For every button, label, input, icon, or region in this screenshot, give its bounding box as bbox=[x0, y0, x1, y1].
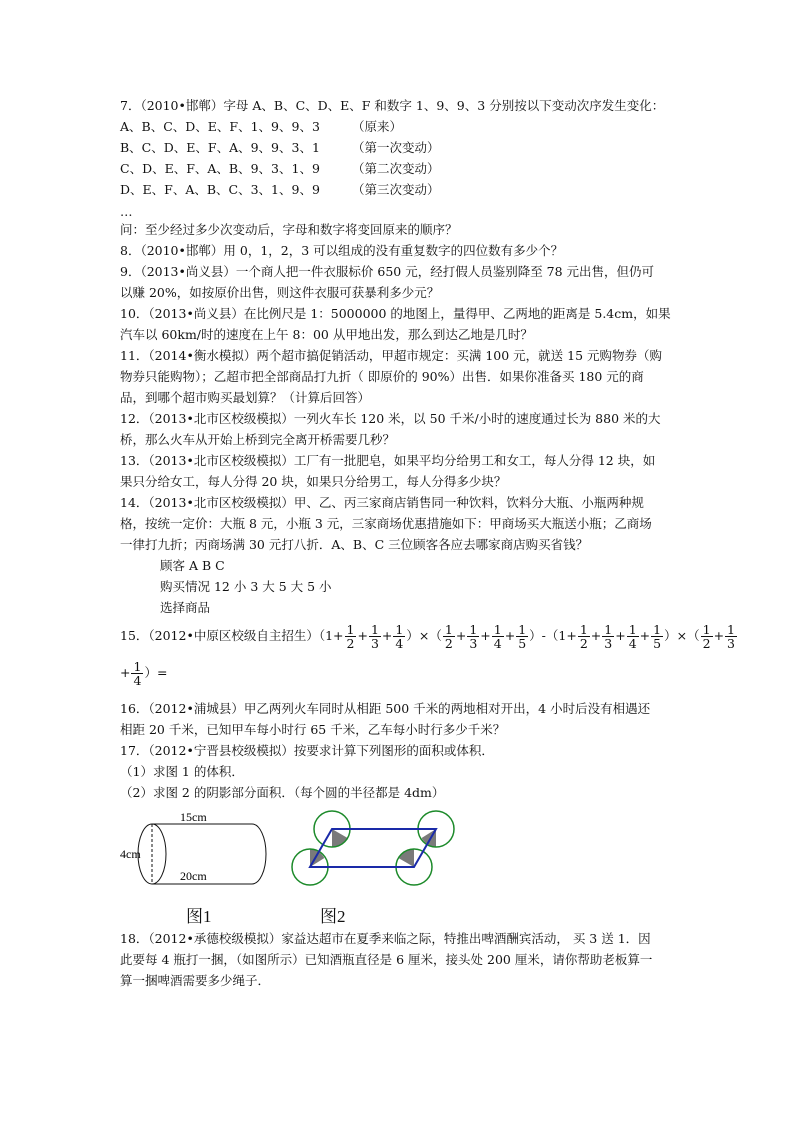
q11-line-1: 11．（2014•衡水模拟）两个超市搞促销活动，甲超市规定：买满 100 元，就送 15 元购物券（购 bbox=[120, 348, 662, 363]
q16-line-2: 相距 20 千米，已知甲车每小时行 65 千米，乙车每小时行多少千米？ bbox=[120, 722, 506, 737]
fraction: $\frac{1}{2}$ bbox=[702, 622, 711, 651]
shaded-sector bbox=[398, 849, 414, 867]
q7-row-note: （第一次变动） bbox=[352, 140, 440, 155]
q14-line-1: 14．（2013•北市区校级模拟）甲、乙、丙三家商店销售同一种饮料，饮料分大瓶、小瓶两种规 bbox=[120, 495, 644, 510]
q9-line-2: 以赚 20%，如按原价出售，则这件衣服可获暴利多少元？ bbox=[120, 285, 440, 300]
q7-row-1 bbox=[120, 140, 440, 156]
q18-line-3: 算一捆啤酒需要多少绳子． bbox=[120, 973, 271, 988]
figure-1-cylinder bbox=[118, 808, 278, 898]
fig1-top-label: 15cm bbox=[180, 810, 207, 824]
q17-line-1: 17．（2012•宁晋县校级模拟）按要求计算下列图形的面积或体积． bbox=[120, 743, 494, 758]
fig1-left-label: 4cm bbox=[120, 847, 141, 861]
q16-line-1: 16．（2012•浦城县）甲乙两列火车同时从相距 500 千米的两地相对开出，4 小时后没有相遇还 bbox=[120, 701, 651, 716]
fraction: $\frac{1}{3}$ bbox=[604, 622, 613, 651]
q15-prefix: 15．（2012•中原区校级自主招生）（1+ bbox=[120, 628, 344, 643]
q7-row-note: （原来） bbox=[352, 119, 403, 134]
shaded-sector bbox=[332, 829, 348, 847]
fraction: $\frac{1}{4}$ bbox=[133, 659, 142, 688]
fraction: $\frac{1}{3}$ bbox=[370, 622, 379, 651]
fraction: $\frac{1}{2}$ bbox=[579, 622, 588, 651]
figure-2-parallelogram bbox=[280, 805, 470, 900]
parallelogram-shape bbox=[310, 829, 436, 867]
fig1-bottom-label: 20cm bbox=[180, 869, 207, 883]
q7-row-seq: D、E、F、A、B、C、3、1、9、9 bbox=[120, 182, 320, 197]
fraction: $\frac{1}{5}$ bbox=[518, 622, 527, 651]
fraction: $\frac{1}{2}$ bbox=[444, 622, 453, 651]
fraction: $\frac{1}{5}$ bbox=[653, 622, 662, 651]
q7-row-seq: B、C、D、E、F、A、9、9、3、1 bbox=[120, 140, 320, 155]
q14-table-row: 购买情况 12 小 3 大 5 大 5 小 bbox=[160, 579, 332, 594]
q11-line-2: 物券只能购物）；乙超市把全部商品打九折（ 即原价的 90%）出售．如果你准备买 180 元的商 bbox=[120, 369, 644, 384]
cylinder-right-face bbox=[252, 824, 266, 884]
fraction: $\frac{1}{3}$ bbox=[469, 622, 478, 651]
fraction: $\frac{1}{4}$ bbox=[628, 622, 637, 651]
q15-formula-cont: + $\frac{1}{4}$ ）= bbox=[120, 659, 168, 688]
q7-ellipsis: … bbox=[120, 204, 133, 219]
q18-line-1: 18．（2012•承德校级模拟）家益达超市在夏季来临之际，特推出啤酒酬宾活动， 买 3 送 1．因 bbox=[120, 931, 651, 946]
fraction: $\frac{1}{2}$ bbox=[346, 622, 355, 651]
q14-line-2: 格，按统一定价：大瓶 8 元，小瓶 3 元，三家商场优惠措施如下：甲商场买大瓶送小瓶；乙商场 bbox=[120, 516, 652, 531]
q10-line-2: 汽车以 60km/时的速度在上午 8：00 从甲地出发，那么到达乙地是几时？ bbox=[120, 327, 533, 342]
q17-line-3: （2）求图 2 的阴影部分面积．（每个圆的半径都是 4dm） bbox=[120, 785, 445, 800]
q7-row-3 bbox=[120, 182, 440, 198]
q11-line-3: 品，到哪个超市购买最划算？（计算后回答） bbox=[120, 390, 371, 405]
q13-line-2: 果只分给女工，每人分得 20 块，如果只分给男工，每人分得多少块？ bbox=[120, 474, 507, 489]
fraction: $\frac{1}{3}$ bbox=[727, 622, 735, 651]
fig1-caption: 图1 bbox=[186, 907, 212, 926]
q7-row-seq: A、B、C、D、E、F、1、9、9、3 bbox=[120, 119, 320, 134]
q14-line-3: 一律打九折；丙商场满 30 元打八折．A、B、C 三位顾客各应去哪家商店购买省钱？ bbox=[120, 537, 589, 552]
q7-row-0 bbox=[120, 119, 403, 135]
q7-row-note: （第二次变动） bbox=[352, 161, 440, 176]
q14-table-row: 选择商品 bbox=[160, 600, 211, 615]
q18-line-2: 此要每 4 瓶打一捆，（如图所示）已知酒瓶直径是 6 厘米，接头处 200 厘米，请你帮助老板算一 bbox=[120, 952, 653, 967]
q15-formula: 15．（2012•中原区校级自主招生）（1+ $\frac{1}{2}$ + $\frac{1}{3}$ + $\frac{1}{4}$ ）×（ $\frac{1}{2}$ + $\frac{1}{3}$ + $\frac{1}{4}$ + $\frac{1}{5}$ ）-（1+ $\frac{1}{2}$ + $\frac{1}{3}$ + $\frac{1}{4}$ + $\frac{1}{5}$ ）×（ $\frac{1}{2}$ + $\frac{1}{3}$ bbox=[120, 622, 735, 651]
q7-row-note: （第三次变动） bbox=[352, 182, 440, 197]
q7-text: 7．（2010•邯郸）字母 A、B、C、D、E、F 和数字 1、9、9、3 分别按以下变动次序发生变化： bbox=[120, 98, 665, 113]
q14-table-header: 顾客 A B C bbox=[160, 558, 225, 573]
q7-row-2 bbox=[120, 161, 440, 177]
fraction: $\frac{1}{4}$ bbox=[395, 622, 404, 651]
q17-line-2: （1）求图 1 的体积． bbox=[120, 764, 244, 779]
q10-line-1: 10．（2013•尚义县）在比例尺是 1：5000000 的地图上，量得甲、乙两地的距离是 5.4cm，如果 bbox=[120, 306, 671, 321]
fraction: $\frac{1}{4}$ bbox=[493, 622, 502, 651]
fig2-caption: 图2 bbox=[320, 907, 346, 926]
q7-row-seq: C、D、E、F、A、B、9、3、1、9 bbox=[120, 161, 320, 176]
q13-line-1: 13．（2013•北市区校级模拟）工厂有一批肥皂，如果平均分给男工和女工，每人分得 12 块，如 bbox=[120, 453, 656, 468]
q8-text: 8．（2010•邯郸）用 0，1，2，3 可以组成的没有重复数字的四位数有多少个？ bbox=[120, 243, 564, 258]
q7-question: 问：至少经过多少次变动后，字母和数字将变回原来的顺序？ bbox=[120, 222, 458, 237]
q12-line-2: 桥，那么火车从开始上桥到完全离开桥需要几秒？ bbox=[120, 432, 396, 447]
q12-line-1: 12．（2013•北市区校级模拟）一列火车长 120 米，以 50 千米/小时的速度通过长为 880 米的大 bbox=[120, 411, 661, 426]
q9-line-1: 9．（2013•尚义县）一个商人把一件衣服标价 650 元，经打假人员鉴别降至 78 元出售，但仍可 bbox=[120, 264, 655, 279]
